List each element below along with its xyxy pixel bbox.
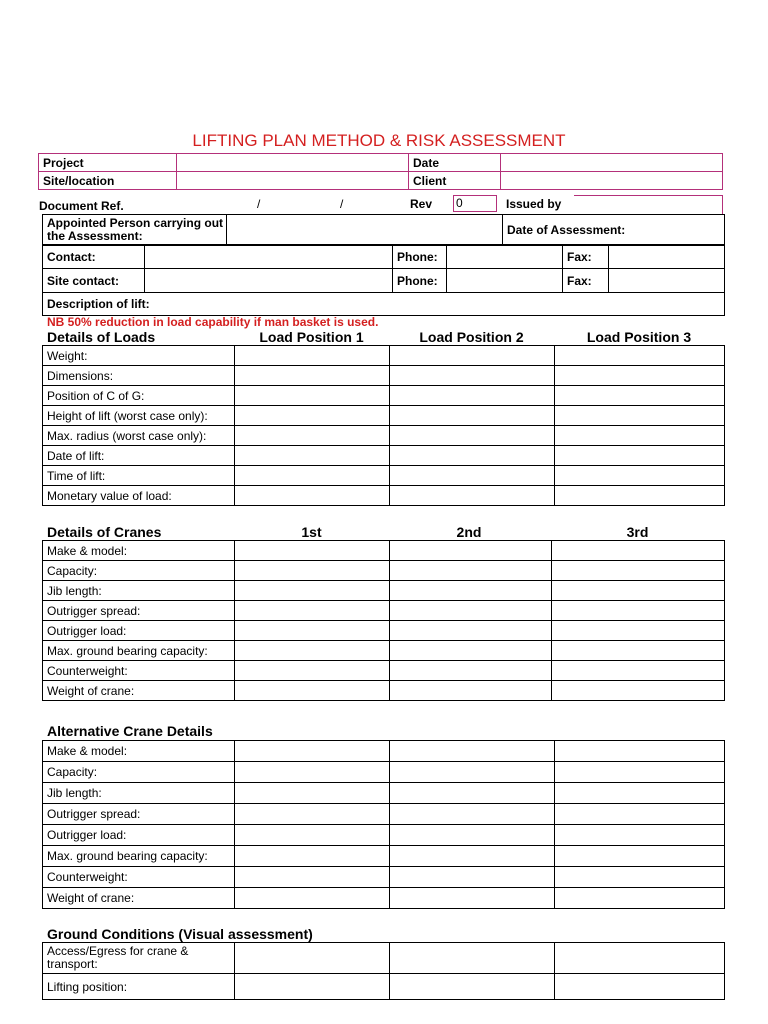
alt-crane-row-label: Weight of crane: [43, 888, 235, 909]
document-ref-slash-1: / [257, 197, 261, 211]
load-cell[interactable] [390, 426, 555, 446]
alt-crane-row-label: Make & model: [43, 741, 235, 762]
crane-row-label: Make & model: [43, 541, 235, 561]
load-2-weight-cell[interactable] [390, 346, 555, 366]
load-cell[interactable] [235, 486, 390, 506]
site-contact-phone-field[interactable] [447, 269, 563, 293]
alt-crane-cell[interactable] [390, 825, 555, 846]
loads-column-1: Load Position 1 [259, 329, 364, 345]
ground-cell[interactable] [555, 943, 725, 974]
ground-conditions-heading: Ground Conditions (Visual assessment) [47, 926, 313, 942]
description-of-lift-field[interactable] [43, 293, 725, 316]
issued-by-field[interactable] [574, 195, 723, 214]
alt-crane-cell[interactable] [390, 867, 555, 888]
load-cell[interactable] [390, 406, 555, 426]
crane-cell[interactable] [235, 681, 390, 701]
ground-cell[interactable] [235, 943, 390, 974]
crane-cell[interactable] [552, 661, 725, 681]
alt-crane-row-label: Capacity: [43, 762, 235, 783]
crane-cell[interactable] [390, 641, 552, 661]
date-of-assessment-label: Date of Assessment: [503, 215, 725, 246]
rev-value[interactable]: 0 [453, 195, 497, 212]
crane-row-label: Counterweight: [43, 661, 235, 681]
load-cell[interactable] [390, 446, 555, 466]
load-cell[interactable] [390, 386, 555, 406]
appointed-person-field[interactable] [227, 215, 503, 246]
load-cell[interactable] [555, 426, 725, 446]
alt-crane-cell[interactable] [235, 783, 390, 804]
site-location-label: Site/location [39, 172, 177, 190]
loads-heading: Details of Loads [47, 329, 156, 345]
load-cell[interactable] [555, 466, 725, 486]
site-contact-field[interactable] [145, 269, 393, 293]
site-location-field[interactable] [177, 172, 409, 190]
project-label: Project [39, 154, 177, 172]
ground-conditions-table [42, 942, 725, 1000]
alt-crane-cell[interactable] [235, 762, 390, 783]
alt-crane-cell[interactable] [390, 762, 555, 783]
crane-cell[interactable] [235, 661, 390, 681]
alt-crane-cell[interactable] [235, 804, 390, 825]
crane-cell[interactable] [390, 541, 552, 561]
date-field[interactable] [501, 154, 723, 172]
alt-crane-cell[interactable] [555, 762, 725, 783]
cranes-column-1: 1st [301, 524, 322, 540]
loads-row-label: Position of C of G: [43, 386, 235, 406]
load-cell[interactable] [235, 386, 390, 406]
contact-field[interactable] [145, 245, 393, 269]
alt-crane-cell[interactable] [555, 741, 725, 762]
crane-cell[interactable] [235, 621, 390, 641]
crane-cell[interactable] [235, 641, 390, 661]
client-label: Client [409, 172, 501, 190]
alt-crane-cell[interactable] [390, 783, 555, 804]
loads-row-label: Height of lift (worst case only): [43, 406, 235, 426]
alt-crane-cell[interactable] [555, 867, 725, 888]
load-1-weight-cell[interactable] [235, 346, 390, 366]
alt-crane-row-label: Max. ground bearing capacity: [43, 846, 235, 867]
description-of-lift-label: Description of lift: [47, 297, 150, 311]
loads-row-label: Time of lift: [43, 466, 235, 486]
alt-crane-cell[interactable] [555, 783, 725, 804]
crane-cell[interactable] [552, 561, 725, 581]
loads-row-label: Date of lift: [43, 446, 235, 466]
client-field[interactable] [501, 172, 723, 190]
crane-row-label: Outrigger spread: [43, 601, 235, 621]
crane-cell[interactable] [552, 541, 725, 561]
alt-crane-cell[interactable] [390, 741, 555, 762]
crane-cell[interactable] [390, 561, 552, 581]
crane-row-label: Weight of crane: [43, 681, 235, 701]
crane-cell[interactable] [235, 541, 390, 561]
load-cell[interactable] [235, 446, 390, 466]
load-cell[interactable] [235, 366, 390, 386]
crane-cell[interactable] [390, 581, 552, 601]
document-ref-slash-2: / [340, 197, 344, 211]
crane-cell[interactable] [390, 621, 552, 641]
contact-fax-field[interactable] [609, 245, 725, 269]
site-contact-fax-label: Fax: [563, 269, 609, 293]
loads-column-2: Load Position 2 [419, 329, 524, 345]
load-cell[interactable] [235, 406, 390, 426]
loads-row-label: Monetary value of load: [43, 486, 235, 506]
contact-fax-label: Fax: [563, 245, 609, 269]
loads-table [42, 345, 725, 506]
load-cell[interactable] [390, 366, 555, 386]
alt-crane-cell[interactable] [390, 804, 555, 825]
contact-phone-field[interactable] [447, 245, 563, 269]
alt-crane-cell[interactable] [555, 825, 725, 846]
alt-crane-row-label: Outrigger load: [43, 825, 235, 846]
ground-cell[interactable] [390, 943, 555, 974]
alt-crane-row-label: Jib length: [43, 783, 235, 804]
contact-label: Contact: [43, 245, 145, 269]
crane-cell[interactable] [235, 581, 390, 601]
loads-row-label: Max. radius (worst case only): [43, 426, 235, 446]
crane-cell[interactable] [552, 601, 725, 621]
crane-cell[interactable] [390, 681, 552, 701]
alternative-crane-table [42, 740, 725, 909]
cranes-column-3: 3rd [626, 524, 649, 540]
alt-crane-cell[interactable] [555, 888, 725, 909]
alt-crane-cell[interactable] [390, 846, 555, 867]
crane-cell[interactable] [235, 561, 390, 581]
ground-row-label: Lifting position: [43, 974, 235, 1000]
date-label: Date [409, 154, 501, 172]
project-field[interactable] [177, 154, 409, 172]
load-3-weight-cell[interactable] [555, 346, 725, 366]
cranes-table [42, 540, 725, 701]
site-contact-phone-label: Phone: [393, 269, 447, 293]
crane-row-label: Jib length: [43, 581, 235, 601]
ground-row-label: Access/Egress for crane & transport: [43, 943, 235, 974]
alt-crane-cell[interactable] [235, 846, 390, 867]
contact-table [42, 244, 725, 316]
ground-cell[interactable] [390, 974, 555, 1000]
load-cell[interactable] [390, 466, 555, 486]
document-ref-field[interactable] [176, 195, 408, 213]
crane-cell[interactable] [390, 661, 552, 681]
crane-cell[interactable] [235, 601, 390, 621]
contact-phone-label: Phone: [393, 245, 447, 269]
alt-crane-cell[interactable] [555, 846, 725, 867]
crane-cell[interactable] [552, 681, 725, 701]
cranes-heading: Details of Cranes [47, 524, 162, 540]
crane-row-label: Capacity: [43, 561, 235, 581]
cranes-column-2: 2nd [456, 524, 482, 540]
load-cell[interactable] [235, 426, 390, 446]
load-cell[interactable] [235, 466, 390, 486]
document-title: LIFTING PLAN METHOD & RISK ASSESSMENT [192, 131, 566, 150]
issued-by-label: Issued by [506, 197, 562, 211]
load-cell[interactable] [555, 406, 725, 426]
alt-crane-cell[interactable] [235, 825, 390, 846]
load-cell[interactable] [555, 386, 725, 406]
alt-crane-cell[interactable] [555, 804, 725, 825]
crane-row-label: Outrigger load: [43, 621, 235, 641]
alt-crane-cell[interactable] [235, 867, 390, 888]
load-cell[interactable] [555, 486, 725, 506]
man-basket-note: NB 50% reduction in load capability if man basket is used. [47, 315, 379, 329]
document-ref-label: Document Ref. [39, 199, 124, 213]
loads-row-label: Dimensions: [43, 366, 235, 386]
appointed-person-label: Appointed Person carrying out the Assessment: [43, 215, 227, 246]
alt-crane-cell[interactable] [235, 888, 390, 909]
alt-crane-cell[interactable] [390, 888, 555, 909]
crane-cell[interactable] [552, 641, 725, 661]
crane-cell[interactable] [390, 601, 552, 621]
alt-crane-cell[interactable] [235, 741, 390, 762]
crane-cell[interactable] [552, 621, 725, 641]
alternative-crane-heading: Alternative Crane Details [47, 723, 213, 739]
crane-cell[interactable] [552, 581, 725, 601]
appointed-person-table [42, 214, 725, 246]
crane-row-label: Max. ground bearing capacity: [43, 641, 235, 661]
loads-column-3: Load Position 3 [586, 329, 692, 345]
ground-cell[interactable] [235, 974, 390, 1000]
load-cell[interactable] [555, 446, 725, 466]
alt-crane-row-label: Outrigger spread: [43, 804, 235, 825]
site-contact-fax-field[interactable] [609, 269, 725, 293]
rev-label: Rev [410, 197, 433, 211]
load-cell[interactable] [390, 486, 555, 506]
load-cell[interactable] [555, 366, 725, 386]
site-contact-label: Site contact: [43, 269, 145, 293]
ground-cell[interactable] [555, 974, 725, 1000]
alt-crane-row-label: Counterweight: [43, 867, 235, 888]
header-table [38, 153, 723, 190]
loads-row-label: Weight: [43, 346, 235, 366]
